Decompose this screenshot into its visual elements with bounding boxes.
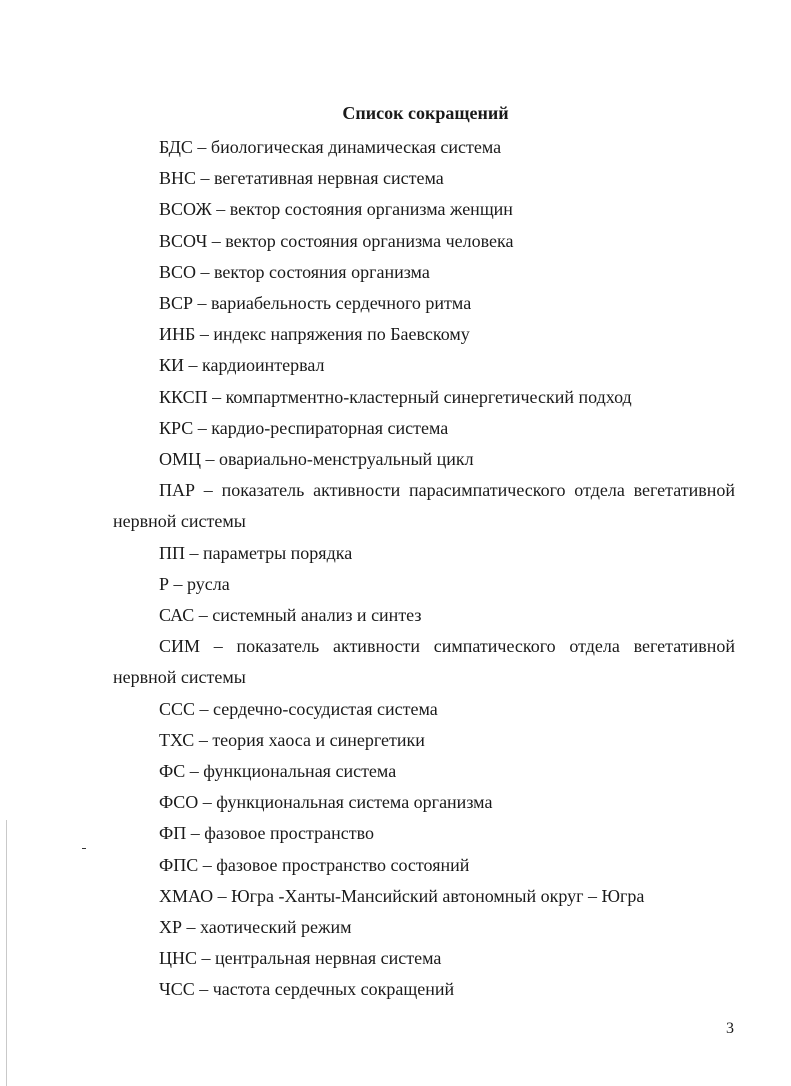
abbreviation-list: [113, 132, 735, 1006]
scan-margin-line: [6, 820, 7, 1086]
list-item: КИ – кардиоинтервал: [159, 355, 325, 376]
list-item: САС – системный анализ и синтез: [159, 605, 422, 626]
page-title: Список сокращений: [342, 103, 509, 123]
list-item: ВНС – вегетативная нервная система: [159, 168, 444, 189]
list-item: ВСР – вариабельность сердечного ритма: [159, 293, 472, 314]
list-item: ИНБ – индекс напряжения по Баевскому: [159, 324, 470, 345]
list-item: ХМАО – Югра -Ханты-Мансийский автономный округ – Югра: [159, 885, 645, 906]
list-item: ЧСС – частота сердечных сокращений: [159, 979, 455, 1000]
list-item: ТХС – теория хаоса и синергетики: [159, 729, 425, 750]
list-item: БДС – биологическая динамическая система: [159, 137, 502, 157]
list-item: ВСОЧ – вектор состояния организма человека: [159, 230, 514, 251]
list-item: ПП – параметры порядка: [159, 542, 353, 563]
page-number: 3: [726, 1020, 734, 1037]
list-item: Р – русла: [159, 573, 230, 594]
list-item: ФПС – фазовое пространство состояний: [159, 854, 470, 875]
list-item: ПАР – показатель активности парасимпатического отдела вегетативной нервной системы: [113, 480, 735, 532]
list-item: ОМЦ – овариально-менструальный цикл: [159, 449, 474, 470]
list-item: ЦНС – центральная нервная система: [159, 948, 442, 969]
list-item: ВСОЖ – вектор состояния организма женщин: [159, 199, 513, 220]
list-item: ККСП – компартментно-кластерный синергетический подход: [159, 386, 632, 407]
list-item: КРС – кардио-респираторная система: [159, 417, 449, 438]
scan-speck: [82, 848, 86, 849]
list-item: ФП – фазовое пространство: [159, 823, 374, 844]
list-item: ФС – функциональная система: [159, 761, 397, 782]
list-item: ВСО – вектор состояния организма: [159, 261, 430, 282]
list-item: СИМ – показатель активности симпатического отдела вегетативной нервной системы: [113, 636, 735, 688]
list-item: ФСО – функциональная система организма: [159, 792, 493, 813]
list-item: ХР – хаотический режим: [159, 917, 352, 938]
list-item: ССС – сердечно-сосудистая система: [159, 698, 438, 719]
